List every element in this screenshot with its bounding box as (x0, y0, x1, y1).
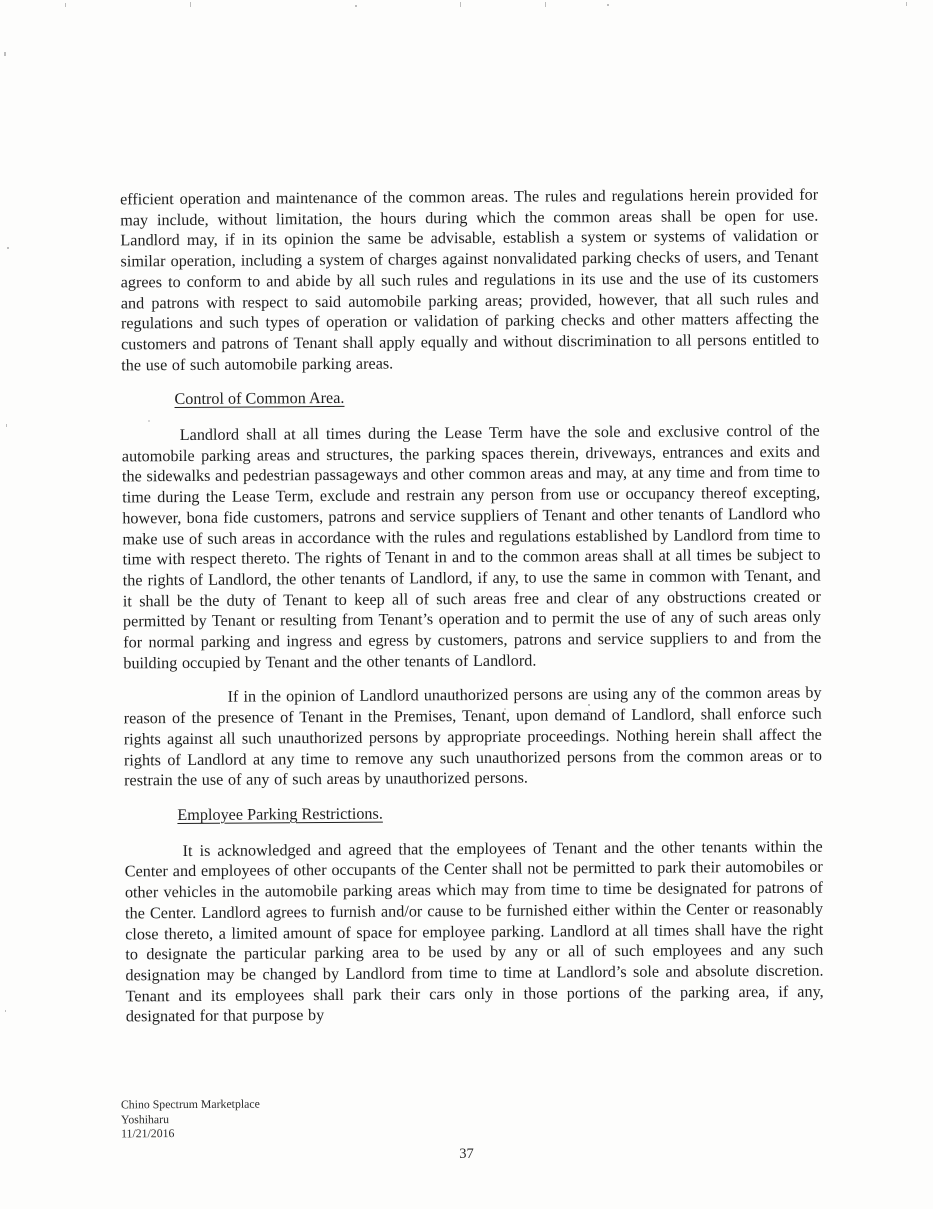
section-heading-control-of-common-area (174, 385, 819, 410)
paragraph-landlord-control: Landlord shall at all times during the Lease Term have the sole and exclusive control of the automobile parking areas and structures, the parking spaces therein, driveways, entrances and exits and the sidewalks and pedestrian passageways and other common areas and may, at any time and from time to time during the Lease Term, exclude and restrain any person from use or occupancy thereof excepting, however, bona fide customers, patrons and service suppliers of Tenant and other tenants of Landlord who make use of such areas in accordance with the rules and regulations established by Landlord from time to time with respect thereto. The rights of Tenant in and to the common areas shall at all times be subject to the rights of Landlord, the other tenants of Landlord, if any, to use the same in common with Tenant, and it shall be the duty of Tenant to keep all of such areas free and clear of any obstructions created or permitted by Tenant or resulting from Tenant’s operation and to permit the use of any of such areas only for normal parking and ingress and egress by customers, patrons and service suppliers to and from the building occupied by Tenant and the other tenants of Landlord. (121, 421, 822, 673)
scan-artifact (607, 4, 609, 6)
section-heading-employee-parking-restrictions (177, 801, 822, 826)
footer-project-name: Chino Spectrum Marketplace (120, 1096, 260, 1112)
paragraph-unauthorized-persons: If in the opinion of Landlord unauthorized persons are using any of the common areas by reason of the presence of Tenant in the Premises, Tenant, upon demand of Landlord, shall enforce such rights against all such unauthorized persons by appropriate proceedings. Nothing herein shall affect the rights of Landlord at any time to remove any such unauthorized persons from the common areas or to restrain the use of any of such areas by unauthorized persons. (123, 684, 823, 790)
paragraph-common-area-rules-continued: efficient operation and maintenance of the common areas. The rules and regulations herein provided for may include, without limitation, the hours during which the common areas shall be open for use. Landlord may, if in its opinion the same be advisable, establish a system or systems of validation or similar operation, including a system of charges against nonvalidated parking checks of users, and Tenant agrees to conform to and abide by all such rules and regulations in its use and the use of its customers and patrons with respect to said automobile parking areas; provided, however, that all such rules and regulations and such types of operation or validation of parking checks and other matters affecting the customers and patrons of Tenant shall apply equally and without discrimination to all persons entitled to the use of such automobile parking areas. (120, 185, 820, 375)
footer-tenant-name: Yoshiharu (120, 1111, 170, 1126)
scan-artifact (190, 2, 191, 7)
page-number: 37 (459, 1146, 474, 1162)
scan-artifact (65, 3, 66, 7)
scan-artifact (906, 2, 907, 6)
page-footer (121, 1097, 260, 1142)
scan-artifact (545, 2, 546, 7)
footer-date: 11/21/2016 (121, 1126, 175, 1141)
scan-artifact (460, 2, 461, 7)
scan-artifact (4, 52, 6, 56)
scan-artifact (7, 247, 9, 249)
scan-artifact (6, 424, 7, 427)
section-heading-control-of-common-area-label: Control of Common Area. (174, 389, 345, 409)
paragraph-employee-parking: It is acknowledged and agreed that the employees of Tenant and the other tenants within the Center and employees of other occupants of the Center shall not be permitted to park their automobiles or other vehicles in the automobile parking areas which may from time to time be designated for patrons of the Center. Landlord agrees to furnish and/or cause to be furnished either within the Center or reasonably close thereto, a limited amount of space for employee parking. Landlord at all times shall have the right to designate the particular parking area to be used by any or all of such employees and any such designation may be changed by Landlord from time to time at Landlord’s sole and absolute discretion. Tenant and its employees shall park their cars only in those portions of the parking area, if any, designated for that purpose by (124, 837, 824, 1026)
page-body (120, 185, 824, 1042)
scan-artifact (355, 5, 357, 7)
section-heading-employee-parking-restrictions-label: Employee Parking Restrictions. (177, 804, 383, 825)
scan-artifact (5, 1010, 6, 1012)
